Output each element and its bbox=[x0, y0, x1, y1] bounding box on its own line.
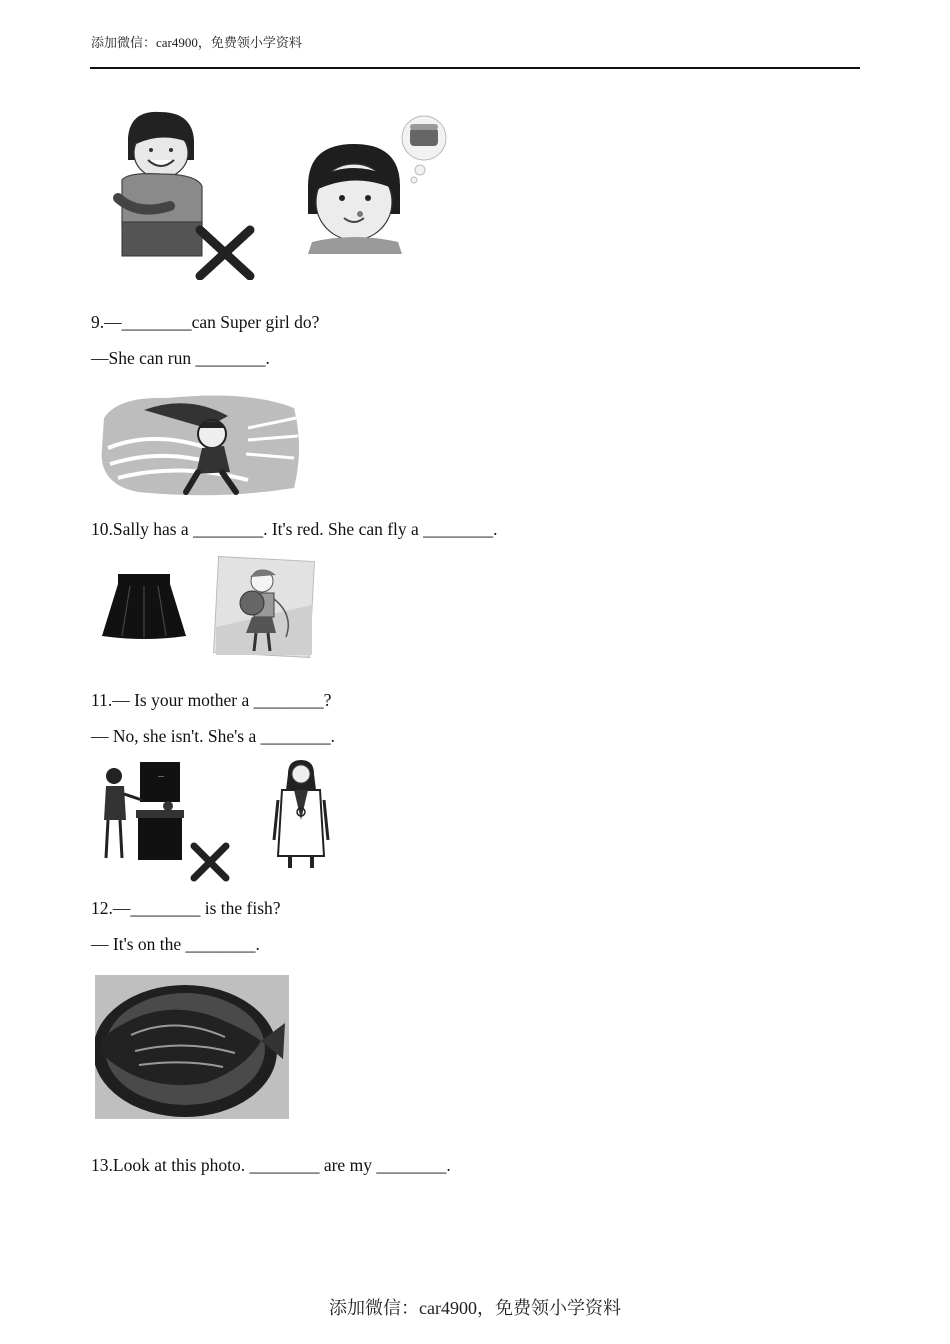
question-11-line-1: 11.— Is your mother a ________? bbox=[91, 690, 332, 710]
page-footer-text: 添加微信：car4900，免费领小学资料 bbox=[329, 1298, 621, 1318]
girl-with-cross-illustration bbox=[108, 108, 258, 280]
girl-eating-cake-illustration bbox=[302, 114, 457, 254]
doctor-illustration bbox=[272, 760, 330, 870]
question-13-line-1: 13.Look at this photo. ________ are my ________. bbox=[91, 1155, 451, 1175]
question-12-line-1: 12.—________ is the fish? bbox=[91, 898, 281, 918]
teacher-with-cross-illustration bbox=[98, 760, 232, 882]
question-9-line-2: —She can run ________. bbox=[91, 348, 270, 368]
skirt-illustration bbox=[100, 572, 188, 642]
super-girl-running-illustration bbox=[98, 388, 302, 500]
fish-on-plate-photo bbox=[95, 975, 289, 1119]
header-divider bbox=[90, 67, 860, 69]
question-10-line-1: 10.Sally has a ________. It's red. She can fly a ________. bbox=[91, 519, 498, 539]
page-header-text: 添加微信：car4900，免费领小学资料 bbox=[91, 35, 302, 50]
svg-text:—: — bbox=[158, 774, 164, 780]
question-11-line-2: — No, she isn't. She's a ________. bbox=[91, 726, 336, 746]
question-12-line-2: — It's on the ________. bbox=[91, 934, 260, 954]
question-9-line-1: 9.—________can Super girl do? bbox=[91, 312, 320, 332]
girl-flying-kite-illustration bbox=[210, 555, 316, 661]
